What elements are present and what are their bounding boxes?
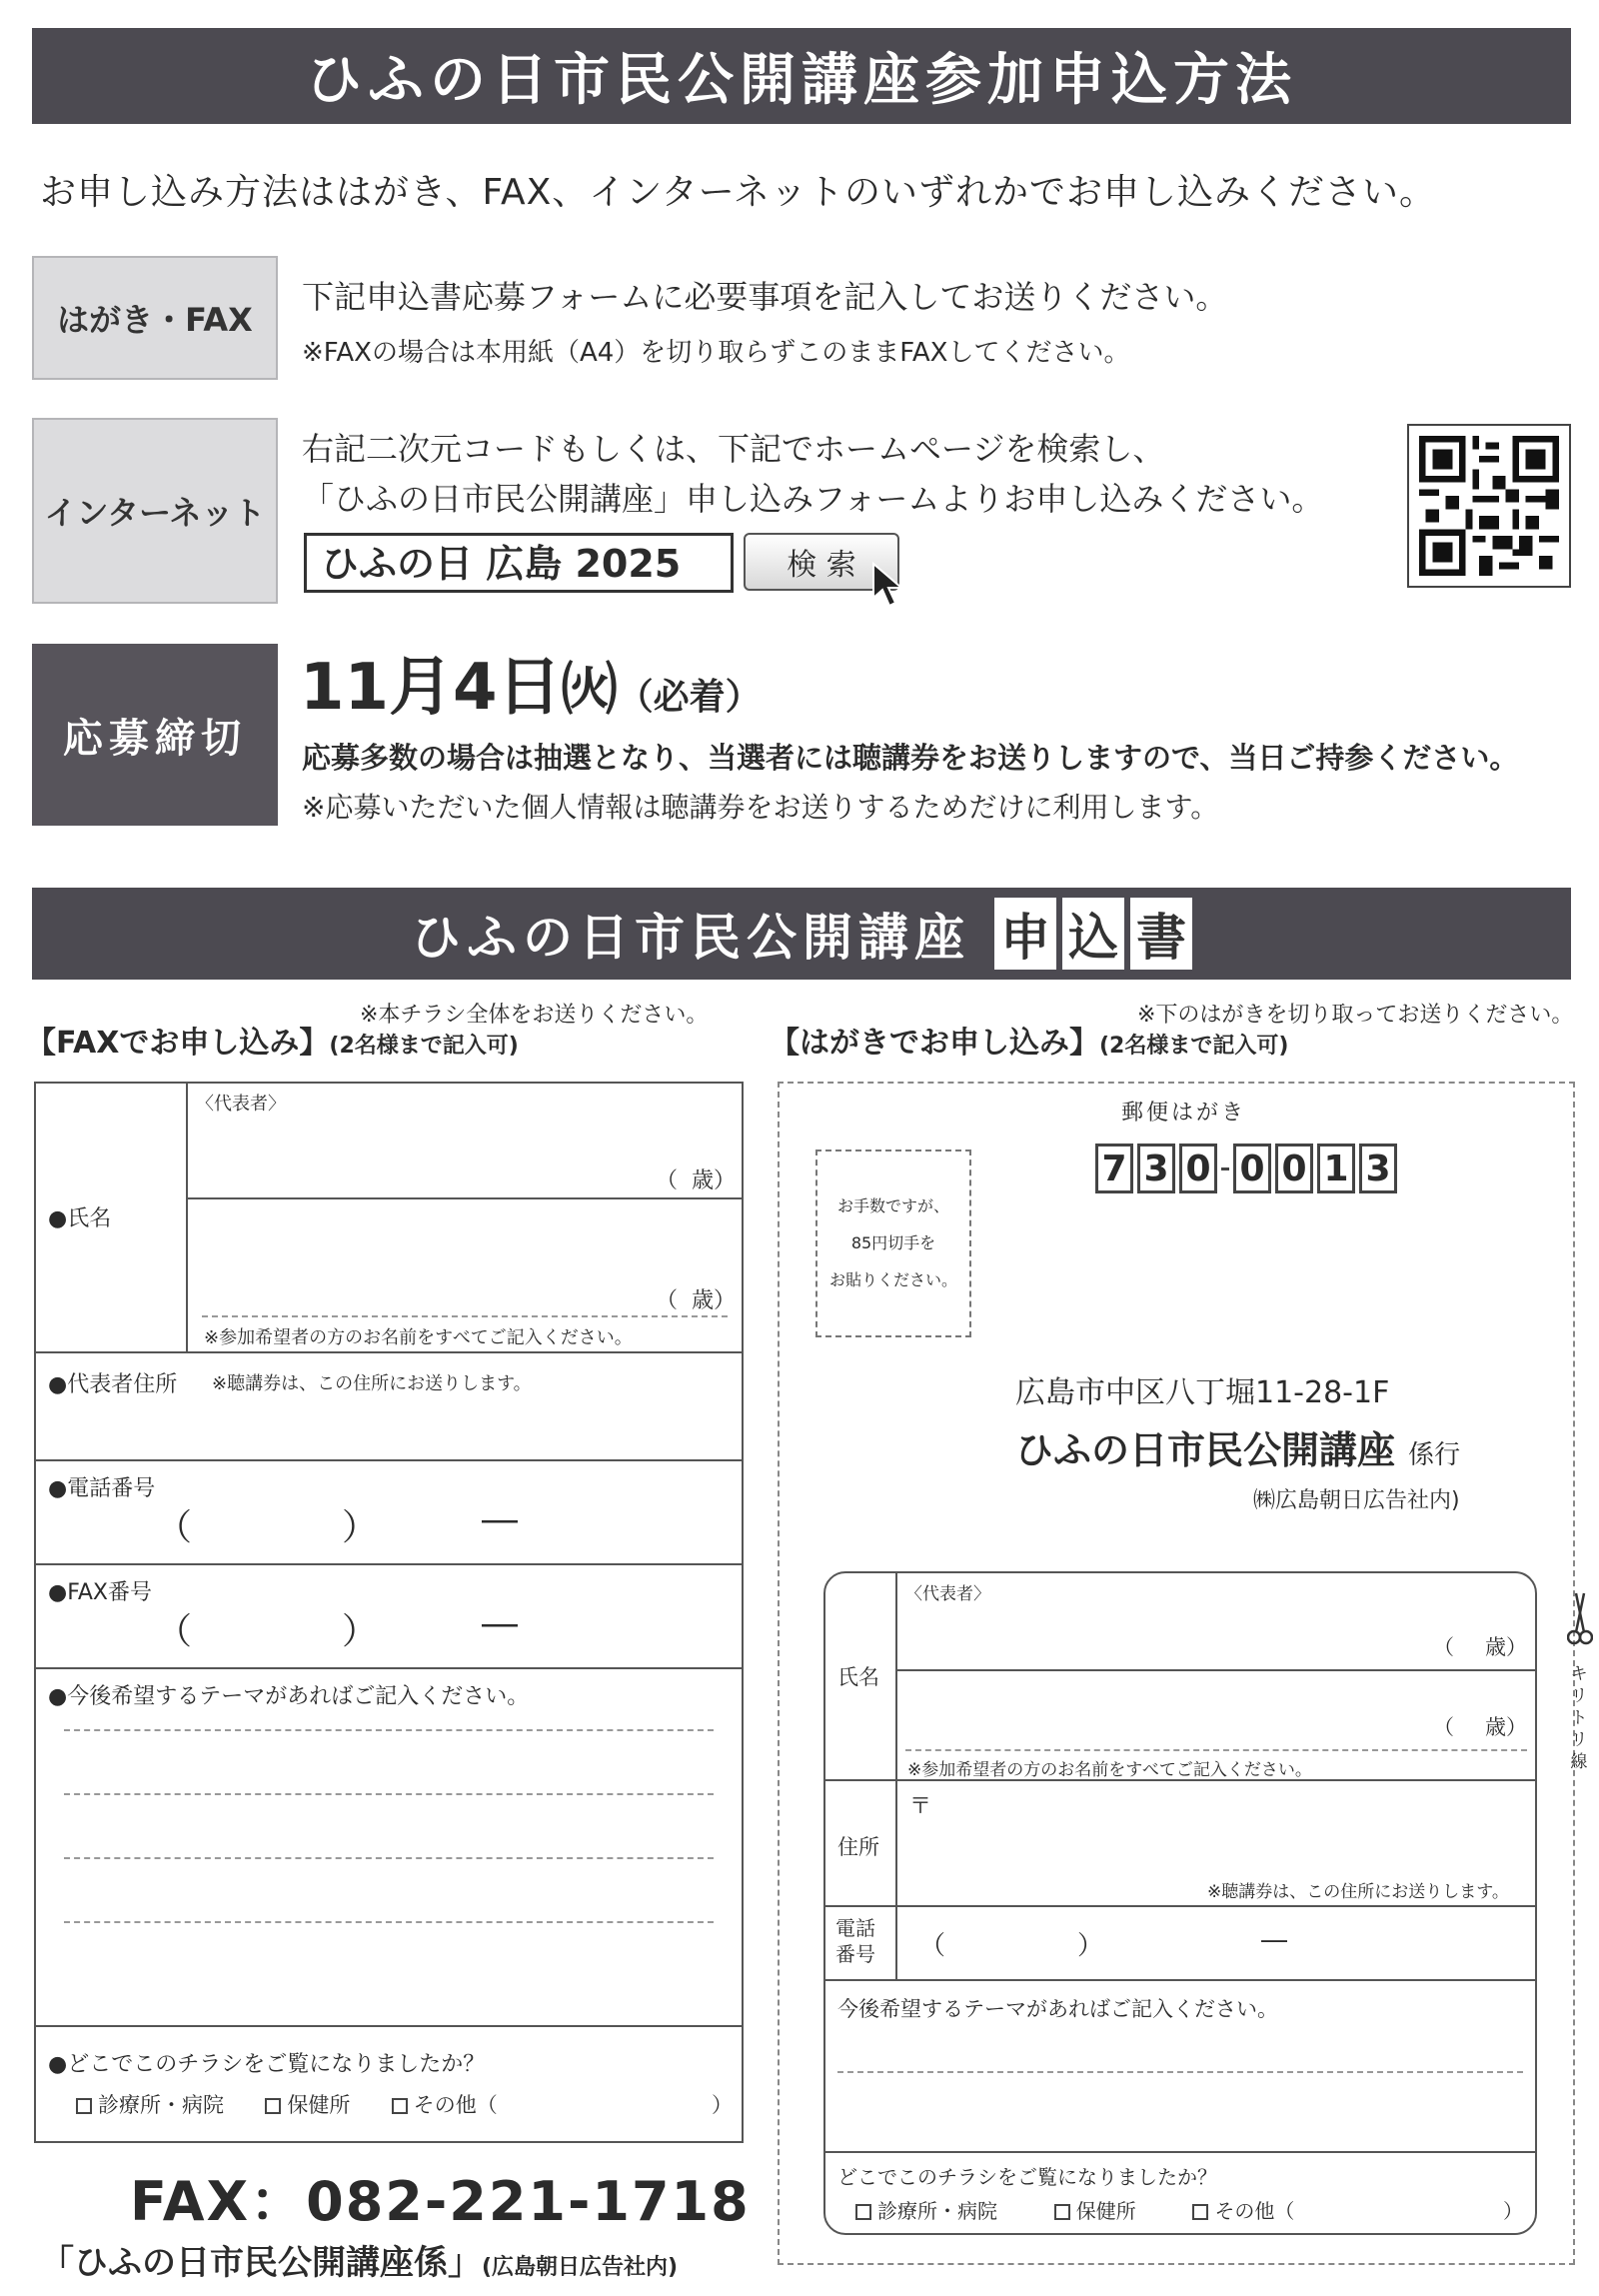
postcard-recipient-sub: ㈱広島朝日広告社内) (1253, 1488, 1460, 1513)
fax-theme-field[interactable] (36, 1669, 742, 2027)
deadline-date: 11月4日 (300, 651, 562, 725)
deadline-note: （必着） (617, 677, 762, 718)
theme-line (64, 1857, 714, 1859)
option-label: 診療所・病院 (98, 2093, 224, 2117)
postcard-theme-field[interactable] (825, 1981, 1535, 2153)
deadline-label (32, 644, 278, 826)
stamp-text-2: 85円切手を (850, 1233, 936, 1252)
fax-theme-label: ●今後希望するテーマがあればご記入ください。 (48, 1684, 530, 1709)
postal-code (1095, 1144, 1401, 1193)
form-banner-char-2: 込 (1062, 898, 1124, 970)
postcard-label: 郵便はがき (1121, 1101, 1247, 1126)
paren-open: （ (156, 1611, 193, 1652)
search-input-value: ひふの日 広島 2025 (321, 542, 682, 586)
fax-source-section (36, 2027, 742, 2141)
checkbox[interactable] (265, 2098, 281, 2114)
stamp-text-3: お貼りください。 (828, 1270, 957, 1289)
paren-open: （ (919, 1931, 946, 1961)
postcard-phone-label: 電話番号 (835, 1916, 875, 1966)
deadline-date-row (300, 636, 762, 728)
checkbox[interactable] (1054, 2204, 1070, 2220)
form-banner-title: ひふの日市民公開講座 (411, 909, 970, 967)
method-postcard-line2: ※FAXの場合は本用紙（A4）を切り取らずこのままFAXしてください。 (302, 338, 1130, 368)
scissors-icon (1567, 1591, 1593, 1651)
paren-close: ） (1077, 1931, 1104, 1961)
deadline-line2: ※応募いただいた個人情報は聴講券をお送りするためだけに利用します。 (302, 791, 1219, 824)
postcard-name-field-1[interactable] (897, 1605, 1535, 1671)
fax-recipient-row (40, 2235, 678, 2284)
age-close: 歳） (692, 1288, 737, 1313)
fax-name-field-2[interactable] (202, 1201, 737, 1317)
postcard-source-section (825, 2153, 1535, 2235)
theme-line (64, 1793, 714, 1795)
intro-text: お申し込み方法ははがき、FAX、インターネットのいずれかでお申し込みください。 (40, 172, 1437, 213)
dash: ― (1261, 1925, 1287, 1955)
theme-line (837, 2071, 1523, 2073)
fax-form-heading-row (26, 1018, 519, 1062)
page-title: ひふの日市民公開講座参加申込方法 (306, 48, 1297, 113)
fax-form (34, 1082, 744, 2143)
postcard-opt-other[interactable] (1192, 2199, 1294, 2223)
fax-opt-health-center[interactable] (265, 2093, 350, 2117)
postcard-address-label: 住所 (837, 1835, 879, 1859)
postcard-source-options (855, 2195, 1294, 2224)
stamp-text-1: お手数ですが、 (836, 1196, 949, 1215)
postcard-form-note: ※下のはがきを切り取ってお送りください。 (1137, 1003, 1574, 1028)
method-label-internet (32, 418, 278, 604)
stamp-area (815, 1149, 971, 1337)
age-close: 歳） (692, 1168, 737, 1193)
fax-source-label: ●どこでこのチラシをご覧になりましたか？ (48, 2052, 486, 2077)
option-label: 診療所・病院 (877, 2199, 997, 2223)
zip-separator (1221, 1167, 1229, 1170)
checkbox[interactable] (76, 2098, 92, 2114)
postcard-cutout (778, 1082, 1575, 2265)
postcard-recipient-row (1015, 1419, 1460, 1474)
postcard-recipient-suffix: 係行 (1408, 1440, 1461, 1470)
fax-number-label: ●FAX番号 (48, 1580, 152, 1605)
checkbox[interactable] (1192, 2204, 1208, 2220)
postcard-address-field[interactable] (825, 1781, 1535, 1907)
fax-form-sub: (2名様まで記入可) (329, 1034, 519, 1059)
postcard-form (823, 1571, 1537, 2235)
method-postcard-line1: 下記申込書応募フォームに必要事項を記入してお送りください。 (302, 278, 1228, 316)
fax-address-note: ※聴講券は、この住所にお送りします。 (212, 1373, 532, 1394)
zip-digit: 7 (1095, 1144, 1133, 1193)
zip-digit: 0 (1233, 1144, 1271, 1193)
option-close: ） (712, 2093, 733, 2117)
dash: ― (482, 1499, 518, 1540)
search-button-label: 検 索 (787, 548, 856, 583)
fax-name-section (36, 1084, 742, 1353)
postcard-representative-label: 〈代表者〉 (905, 1584, 990, 1604)
age-open: （ (1433, 1715, 1454, 1739)
zip-digit: 3 (1137, 1144, 1175, 1193)
postcard-recipient: ひふの日市民公開講座 (1015, 1428, 1396, 1472)
option-label: 保健所 (1075, 2199, 1136, 2223)
fax-representative-label: 〈代表者〉 (196, 1094, 286, 1115)
postcard-form-heading-row (770, 1018, 1288, 1062)
postcard-name-label: 氏名 (837, 1665, 879, 1689)
paren-open: （ (156, 1507, 193, 1548)
cursor-arrow-icon (871, 562, 905, 612)
age-close: 歳） (1485, 1635, 1527, 1659)
age-open: （ (1433, 1635, 1454, 1659)
postcard-form-heading: 【はがきでお申し込み】 (770, 1026, 1099, 1061)
search-input[interactable] (304, 533, 734, 593)
zip-digit: 0 (1275, 1144, 1313, 1193)
postcard-opt-clinic[interactable] (855, 2199, 997, 2223)
page-title-banner (32, 28, 1571, 124)
fax-name-note: ※参加希望者の方のお名前をすべてご記入ください。 (204, 1327, 633, 1348)
postcard-address-note: ※聴講券は、この住所にお送りします。 (1207, 1882, 1509, 1902)
cut-line-label: キリトリ線 (1570, 1664, 1588, 1772)
form-banner-char-1: 申 (994, 898, 1056, 970)
fax-opt-other[interactable] (392, 2093, 498, 2117)
zip-digit: 1 (1317, 1144, 1355, 1193)
divider (895, 1781, 897, 1907)
paren-close: ） (342, 1507, 379, 1548)
fax-address-field[interactable] (36, 1353, 742, 1461)
fax-form-heading: 【FAXでお申し込み】 (26, 1026, 330, 1061)
age-open: （ (656, 1168, 679, 1193)
postcard-phone-field[interactable] (825, 1907, 1535, 1981)
method-label-postcard-fax (32, 256, 278, 380)
fax-source-options (76, 2089, 498, 2119)
checkbox[interactable] (855, 2204, 871, 2220)
fax-address-label: ●代表者住所 (48, 1372, 178, 1397)
fax-form-note: ※本チラシ全体をお送りください。 (360, 1003, 709, 1028)
checkbox[interactable] (392, 2098, 408, 2114)
postcard-name-section (825, 1573, 1535, 1781)
fax-phone-field[interactable] (36, 1461, 742, 1565)
method-internet-line2: 「ひふの日市民公開講座」申し込みフォームよりお申し込みください。 (302, 480, 1324, 518)
method-label-text: はがき・FAX (57, 301, 253, 339)
postcard-name-field-2[interactable] (905, 1673, 1527, 1751)
postal-mark: 〒 (909, 1794, 932, 1819)
divider (895, 1907, 897, 1981)
form-banner-char-3: 書 (1130, 898, 1192, 970)
fax-number: FAX：082-221-1718 (130, 2170, 751, 2233)
deadline-weekday: ㈫ (561, 658, 618, 723)
theme-line (64, 1921, 714, 1923)
postcard-form-sub: (2名様まで記入可) (1099, 1034, 1289, 1059)
fax-opt-clinic[interactable] (76, 2093, 224, 2117)
paren-close: ） (342, 1611, 379, 1652)
postcard-opt-health-center[interactable] (1054, 2199, 1136, 2223)
deadline-label-text: 応募締切 (63, 715, 247, 762)
option-label: 保健所 (287, 2093, 351, 2117)
option-close: ） (1503, 2199, 1523, 2223)
postcard-source-label: どこでこのチラシをご覧になりましたか？ (837, 2165, 1217, 2189)
age-open: （ (656, 1288, 679, 1313)
fax-phone-label: ●電話番号 (48, 1476, 156, 1501)
method-internet-line1: 右記二次元コードもしくは、下記でホームページを検索し、 (302, 430, 1165, 468)
theme-line (64, 1729, 714, 1731)
option-label: その他（ (413, 2093, 498, 2117)
postcard-name-note: ※参加希望者の方のお名前をすべてご記入ください。 (907, 1760, 1312, 1780)
postcard-address: 広島市中区八丁堀11-28-1F (1015, 1375, 1390, 1410)
method-label-text: インターネット (44, 494, 266, 532)
zip-digit: 0 (1179, 1144, 1217, 1193)
deadline-line1: 応募多数の場合は抽選となり、当選者には聴講券をお送りしますので、当日ご持参ください。 (302, 741, 1519, 775)
qr-code-icon[interactable] (1407, 424, 1571, 588)
fax-recipient-sub: (広島朝日広告社内) (482, 2255, 679, 2280)
zip-digit: 3 (1359, 1144, 1397, 1193)
option-label: その他（ (1214, 2199, 1295, 2223)
postcard-theme-label: 今後希望するテーマがあればご記入ください。 (837, 1997, 1278, 2021)
age-close: 歳） (1485, 1715, 1527, 1739)
fax-name-field-1[interactable] (188, 1124, 742, 1199)
dash: ― (482, 1603, 518, 1644)
fax-name-label: ●氏名 (48, 1206, 112, 1231)
fax-number-field[interactable] (36, 1565, 742, 1669)
form-banner (32, 888, 1571, 980)
fax-recipient: 「ひふの日市民公開講座係」 (40, 2243, 482, 2283)
